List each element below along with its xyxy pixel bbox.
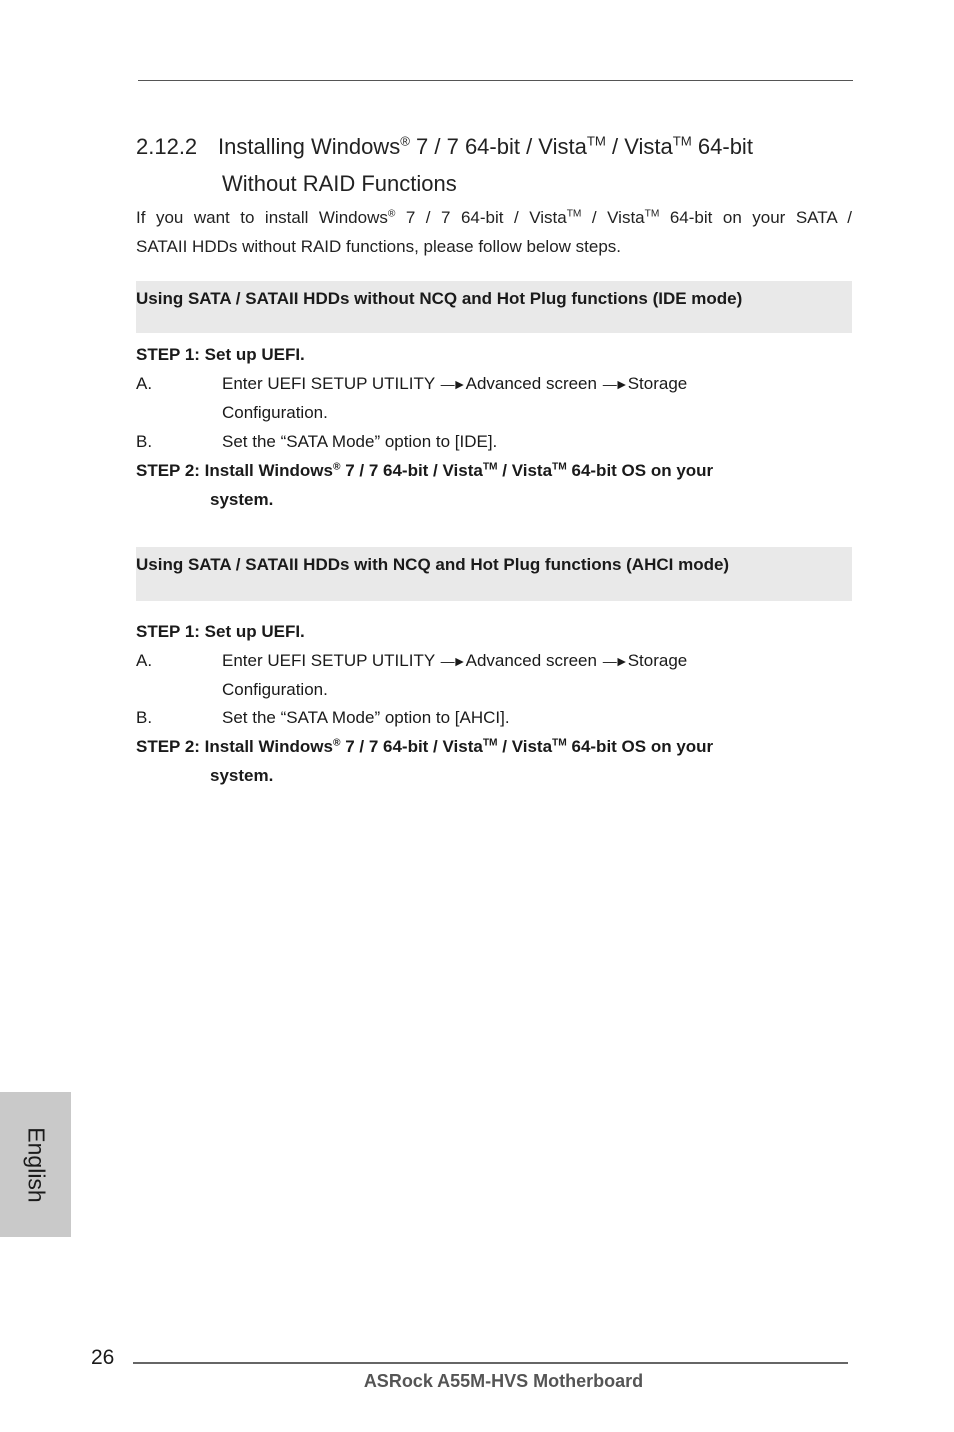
trademark-mark: TM [644,208,660,220]
step-text: Advanced screen [465,374,602,393]
step-a-continued: Configuration. [222,403,328,422]
language-tab-label: English [23,1126,49,1203]
heading-text-1: Installing Windows [218,134,401,159]
step-b [136,427,497,456]
heading-text-3: / Vista [605,134,673,159]
trademark-mark: TM [482,737,498,749]
step2-heading [136,732,713,761]
ide-mode-banner [136,281,852,333]
step-text: Advanced screen [465,651,602,670]
step2-text: 64-bit OS on your [566,737,714,756]
step-text: Enter UEFI SETUP UTILITY [222,374,440,393]
registered-mark: ® [400,133,410,149]
footer-text: ASRock A55M-HVS Motherboard [363,1371,644,1391]
banner-text: Using SATA / SATAII HDDs with NCQ and Hot Plug functions (AHCI mode) [136,555,730,574]
step2-continued: system. [210,766,274,785]
trademark-mark: TM [552,461,567,473]
heading-text-2: 7 / 7 64-bit / Vista [409,134,587,159]
registered-mark: ® [387,208,396,220]
step-b [136,703,510,732]
intro-line-1 [136,203,852,232]
step-text: Storage [627,651,688,670]
step-text: Set the “SATA Mode” option to [IDE]. [222,432,498,451]
step-a [136,646,687,676]
step2-text: 7 / 7 64-bit / Vista [340,737,483,756]
intro-text: 7 / 7 64-bit / Vista [395,208,567,227]
arrow-right-icon: —► [602,376,627,392]
intro-paragraph [136,203,852,261]
trademark-mark: TM [566,208,582,220]
trademark-mark: TM [482,461,498,473]
step-text: Enter UEFI SETUP UTILITY [222,651,440,670]
step1-heading: STEP 1: Set up UEFI. [136,622,305,641]
step-a-continued: Configuration. [222,680,328,699]
step-a [136,369,687,399]
step-text: Storage [627,374,688,393]
section-heading-line2: Without RAID Functions [222,171,457,196]
step2-heading [136,456,713,485]
intro-text: 64-bit on your SATA / [659,208,852,227]
top-rule [138,80,853,81]
registered-mark: ® [332,737,341,749]
section-number: 2.12.2 [136,134,198,159]
step-letter: A. [136,651,153,670]
banner-text: Using SATA / SATAII HDDs without NCQ and Hot Plug functions (IDE mode) [136,289,743,308]
trademark-mark: TM [552,737,567,749]
step-letter: B. [136,708,153,727]
heading-text-4: 64-bit [691,134,753,159]
step2-text: 64-bit OS on your [566,461,714,480]
arrow-right-icon: —► [440,376,465,392]
page-number: 26 [91,1346,115,1369]
step-letter: B. [136,432,153,451]
step2-text: / Vista [497,737,553,756]
language-tab [0,1092,71,1237]
intro-line-2: SATAII HDDs without RAID functions, please follow below steps. [136,237,622,256]
step2-text: STEP 2: Install Windows [136,737,333,756]
ahci-mode-banner [136,547,852,601]
trademark-mark: TM [586,133,606,149]
step1-heading: STEP 1: Set up UEFI. [136,345,305,364]
section-heading [136,134,753,160]
bottom-rule [133,1362,848,1364]
intro-text: If you want to install Windows [136,208,388,227]
intro-text: / Vista [581,208,645,227]
trademark-mark: TM [672,133,692,149]
arrow-right-icon: —► [602,653,627,669]
step2-text: STEP 2: Install Windows [136,461,333,480]
step-letter: A. [136,374,153,393]
step2-text: 7 / 7 64-bit / Vista [340,461,483,480]
arrow-right-icon: —► [440,653,465,669]
registered-mark: ® [332,461,341,473]
step-text: Set the “SATA Mode” option to [AHCI]. [222,708,510,727]
step2-text: / Vista [497,461,553,480]
step2-continued: system. [210,490,274,509]
